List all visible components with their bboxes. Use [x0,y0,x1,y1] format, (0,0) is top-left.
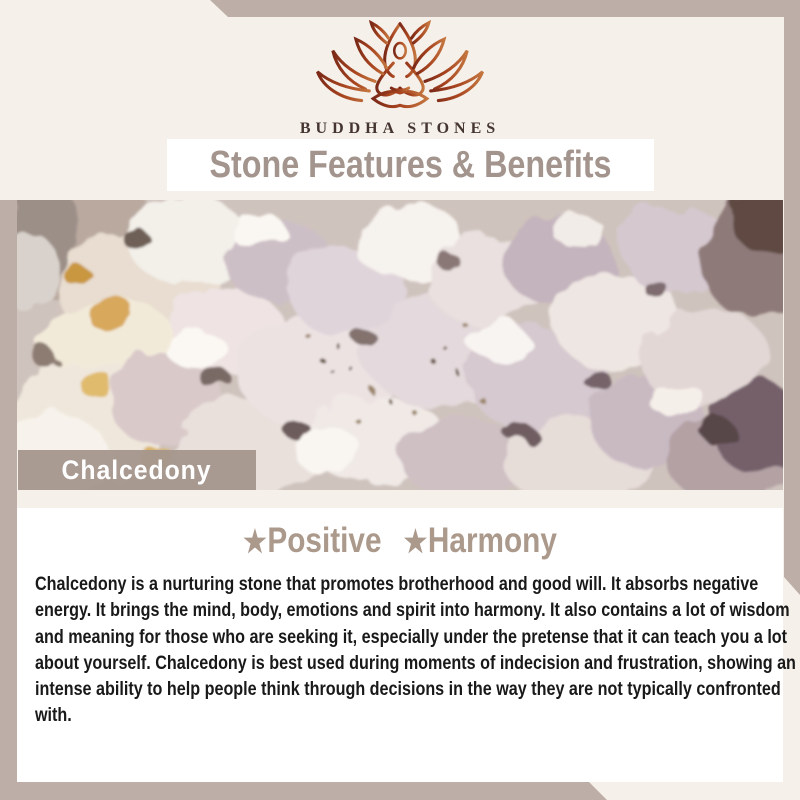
feature-item-positive [243,521,381,561]
content-card [17,508,796,782]
left-accent-ribbon [0,200,17,800]
page-title: Stone Features & Benefits [209,143,612,186]
feature-item-harmony [404,521,557,561]
star-icon: ★ [403,524,428,559]
stone-name-badge [18,450,256,490]
bottom-accent-ribbon [0,782,607,800]
feature-label: Harmony [427,521,557,560]
top-accent-ribbon [210,0,800,17]
features-row [74,521,725,561]
star-icon: ★ [243,524,267,559]
stone-name-label: Chalcedony [61,454,212,485]
feature-label: Positive [267,521,382,560]
title-banner [167,139,654,191]
chalcedony-stones-photo [17,200,783,490]
lotus-meditation-icon [293,101,507,118]
brand-header [0,18,800,138]
description-paragraph: Chalcedony is a nurturing stone that promotes brotherhood and good will. It absorbs negative energy. It brings the mind, body, emotions and spirit into harmony. It also contains a lot of wisdom and meaning for those who are seeking it, especially under the pretense that it can teach you a lot about yourself. Chalcedony is best used during moments of indecision and frustration, showing an intense ability to help people think through decisions in the way they are not typically confronted with. [35,574,796,727]
brand-name: BUDDHA STONES [299,120,501,137]
